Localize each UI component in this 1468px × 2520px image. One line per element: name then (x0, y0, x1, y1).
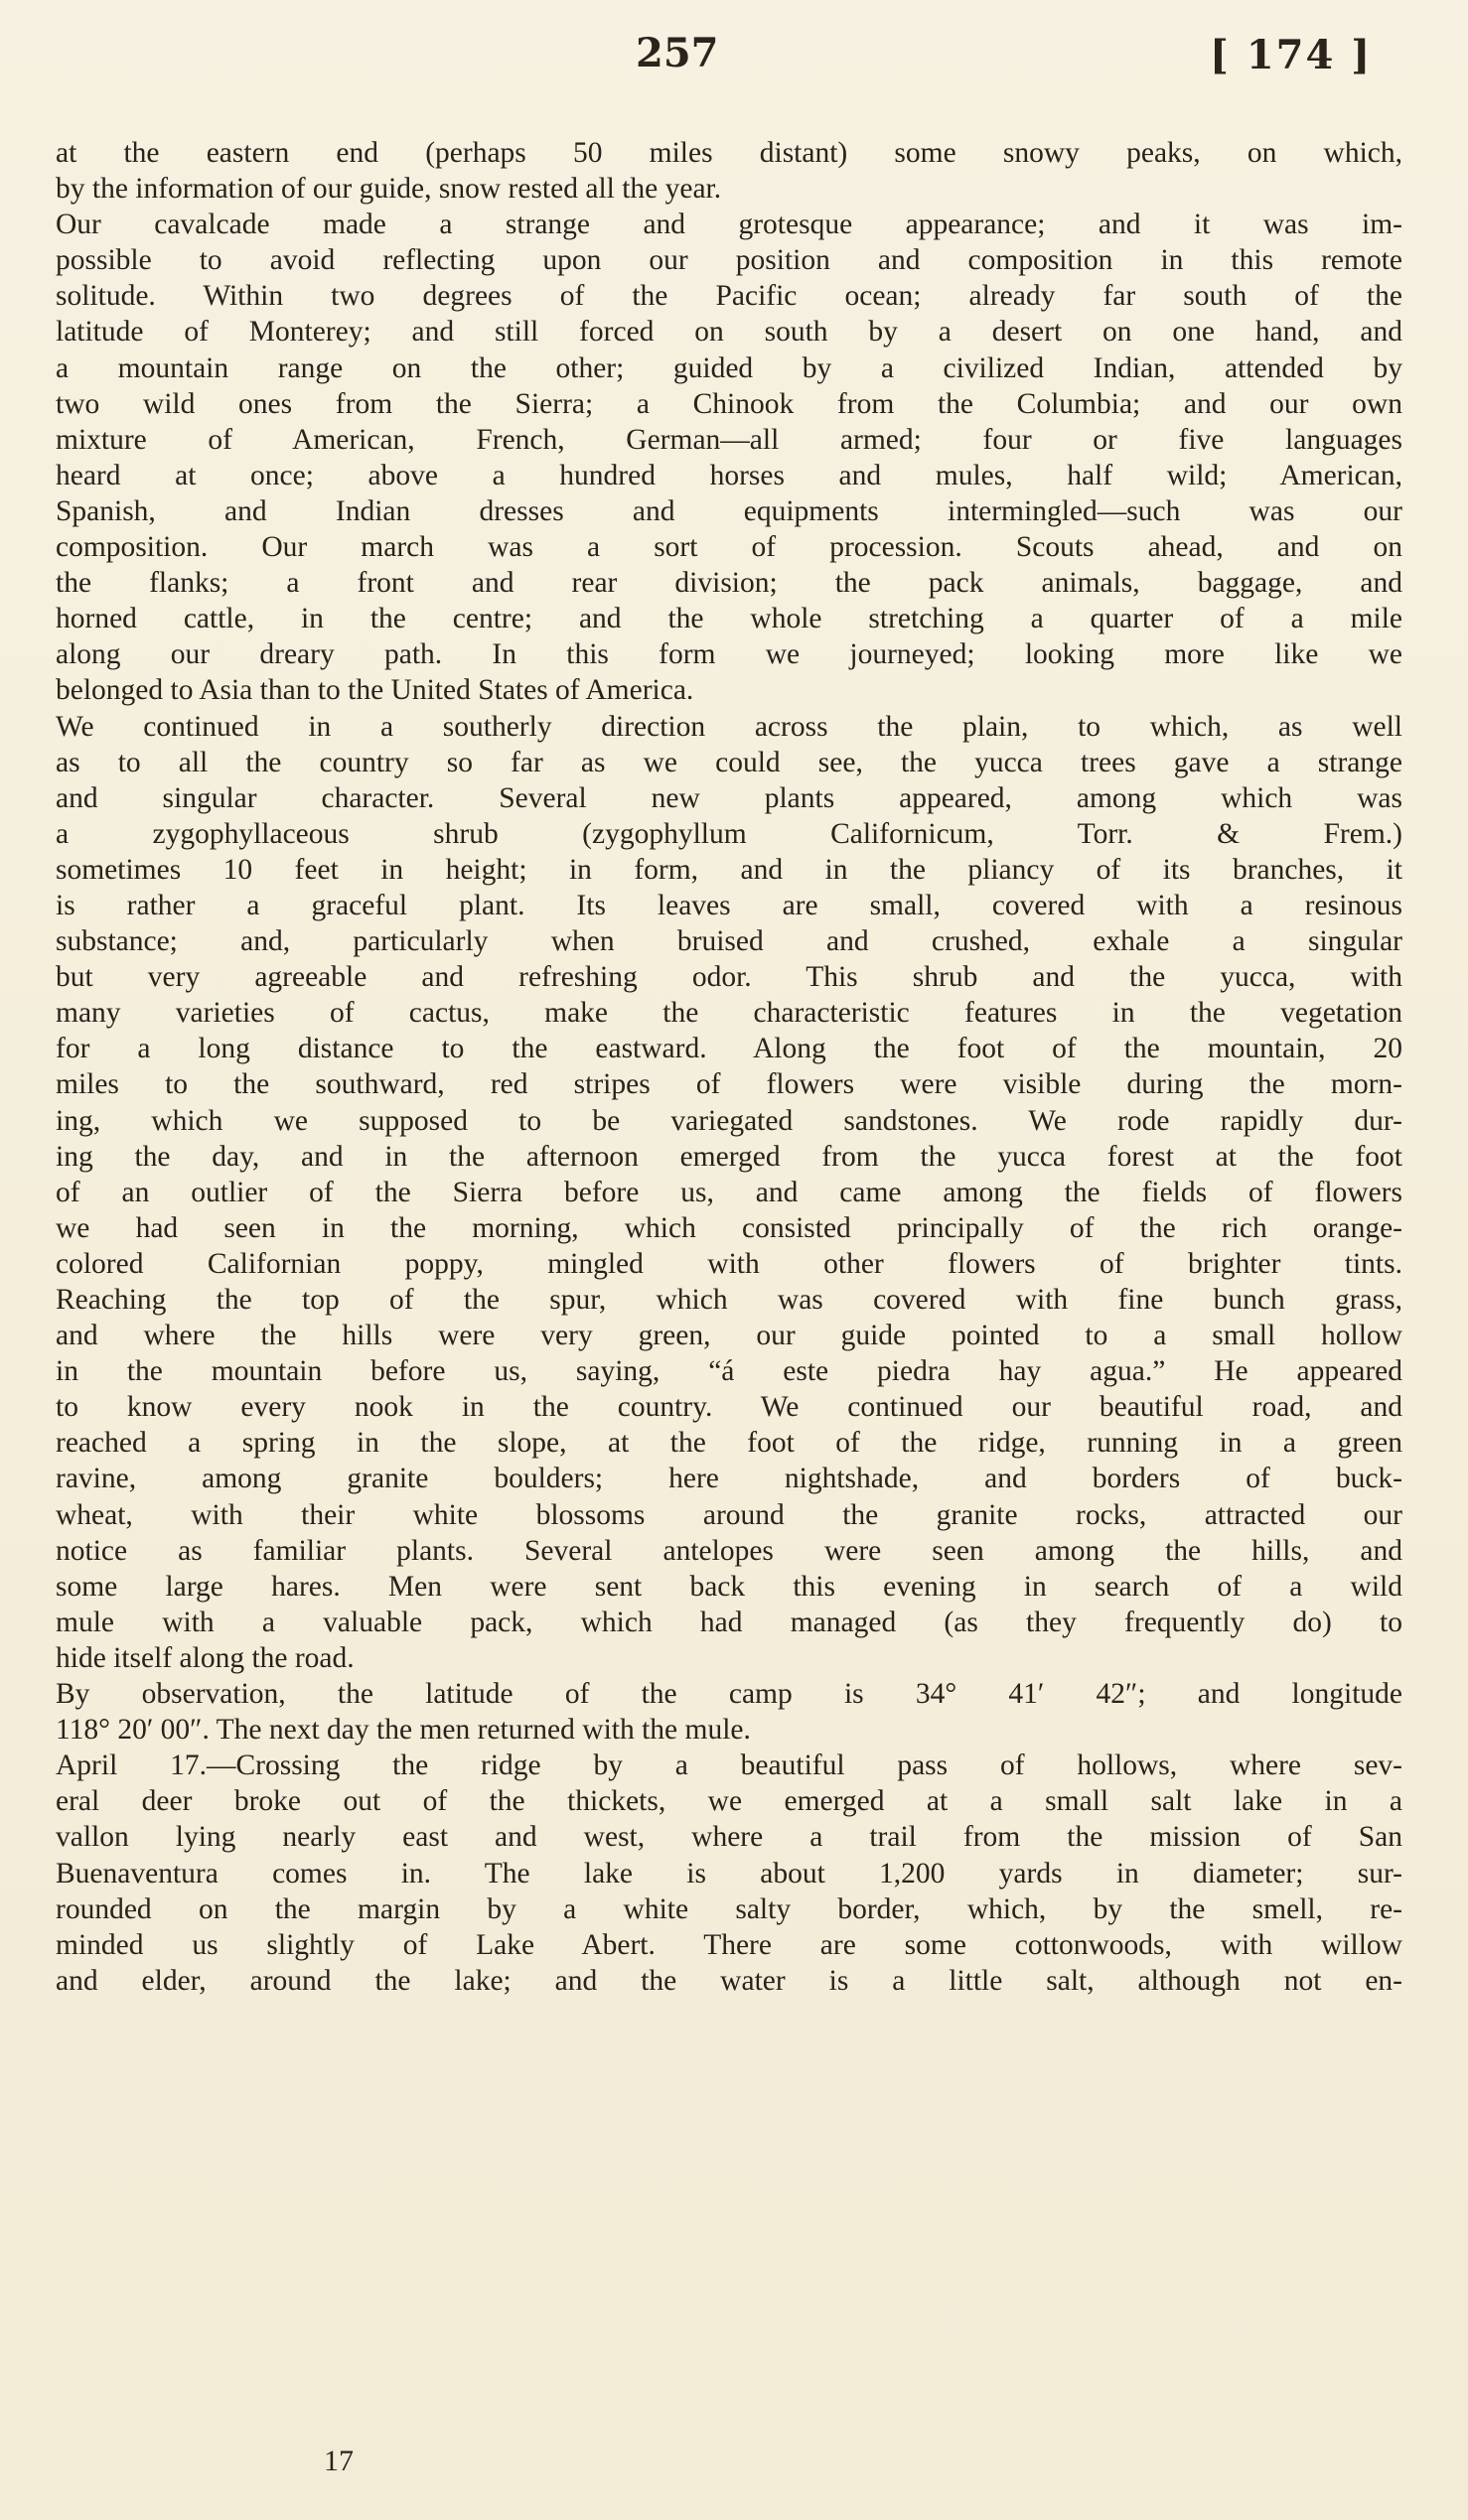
text-line: ing the day, and in the afternoon emerged from the yucca forest at the foot (56, 1140, 1402, 1173)
text-line: the flanks; a front and rear division; the pack animals, baggage, and (56, 567, 1402, 600)
text-line: of an outlier of the Sierra before us, and came among the fields of flowers (56, 1176, 1402, 1208)
text-line: and where the hills were very green, our guide pointed to a small hollow (56, 1320, 1402, 1352)
signature-mark: 17 (324, 2445, 354, 2477)
text-line: reached a spring in the slope, at the foot of the ridge, running in a green (56, 1427, 1402, 1460)
text-line: notice as familiar plants. Several antelopes were seen among the hills, and (56, 1534, 1402, 1567)
text-line: in the mountain before us, saying, “á este piedra hay agua.” He appeared (56, 1355, 1402, 1388)
text-line: by the information of our guide, snow rested all the year. (56, 173, 722, 206)
text-line: Buenaventura comes in. The lake is about 1,200 yards in diameter; sur- (56, 1857, 1402, 1890)
text-line: belonged to Asia than to the United States of America. (56, 674, 694, 707)
page-header (0, 20, 1468, 99)
text-line: Spanish, and Indian dresses and equipments intermingled—such was our (56, 494, 1402, 527)
text-line: mixture of American, French, German—all armed; four or five languages (56, 423, 1402, 456)
document-number: [ 174 ] (1210, 32, 1373, 78)
text-line: 118° 20′ 00″. The next day the men returned with the mule. (56, 1714, 751, 1747)
text-line: heard at once; above a hundred horses and mules, half wild; American, (56, 459, 1402, 491)
text-line: wheat, with their white blossoms around the granite rocks, attracted our (56, 1498, 1402, 1531)
text-line: sometimes 10 feet in height; in form, and in the pliancy of its branches, it (56, 853, 1402, 886)
text-line: a mountain range on the other; guided by a civilized Indian, attended by (56, 351, 1402, 384)
page-number: 257 (636, 30, 719, 76)
text-line: vallon lying nearly east and west, where a trail from the mission of San (56, 1821, 1402, 1854)
text-line: solitude. Within two degrees of the Pacific ocean; already far south of the (56, 280, 1402, 313)
text-line: and singular character. Several new plants appeared, among which was (56, 781, 1402, 814)
text-line: a zygophyllaceous shrub (zygophyllum Californicum, Torr. & Frem.) (56, 817, 1402, 850)
text-line: minded us slightly of Lake Abert. There are some cottonwoods, with willow (56, 1928, 1402, 1961)
text-line: We continued in a southerly direction across the plain, to which, as well (56, 710, 1402, 743)
text-line: By observation, the latitude of the camp is 34° 41′ 42″; and longitude (56, 1678, 1402, 1711)
text-line: some large hares. Men were sent back this evening in search of a wild (56, 1570, 1402, 1603)
text-line: colored Californian poppy, mingled with other flowers of brighter tints. (56, 1247, 1402, 1280)
text-line: two wild ones from the Sierra; a Chinook from the Columbia; and our own (56, 387, 1402, 420)
text-line: horned cattle, in the centre; and the whole stretching a quarter of a mile (56, 603, 1402, 635)
text-line: hide itself along the road. (56, 1641, 355, 1674)
text-line: is rather a graceful plant. Its leaves are small, covered with a resinous (56, 889, 1402, 921)
text-line: possible to avoid reflecting upon our position and composition in this remote (56, 244, 1402, 277)
text-line: we had seen in the morning, which consisted principally of the rich orange- (56, 1211, 1402, 1244)
text-line: composition. Our march was a sort of procession. Scouts ahead, and on (56, 531, 1402, 564)
text-line: Our cavalcade made a strange and grotesque appearance; and it was im- (56, 209, 1402, 241)
text-line: latitude of Monterey; and still forced on south by a desert on one hand, and (56, 316, 1402, 349)
text-line: many varieties of cactus, make the characteristic features in the vegetation (56, 997, 1402, 1030)
text-line: substance; and, particularly when bruised and crushed, exhale a singular (56, 925, 1402, 958)
body-text (56, 135, 1402, 1999)
text-line: to know every nook in the country. We continued our beautiful road, and (56, 1391, 1402, 1424)
text-line: along our dreary path. In this form we journeyed; looking more like we (56, 638, 1402, 671)
text-line: rounded on the margin by a white salty border, which, by the smell, re- (56, 1892, 1402, 1925)
text-line: April 17.—Crossing the ridge by a beautiful pass of hollows, where sev- (56, 1750, 1402, 1782)
text-line: mule with a valuable pack, which had managed (as they frequently do) to (56, 1606, 1402, 1638)
text-line: for a long distance to the eastward. Along the foot of the mountain, 20 (56, 1033, 1402, 1065)
text-line: at the eastern end (perhaps 50 miles distant) some snowy peaks, on which, (56, 137, 1402, 169)
text-line: but very agreeable and refreshing odor. This shrub and the yucca, with (56, 961, 1402, 994)
text-line: as to all the country so far as we could see, the yucca trees gave a strange (56, 746, 1402, 778)
text-line: ing, which we supposed to be variegated sandstones. We rode rapidly dur- (56, 1104, 1402, 1137)
text-line: miles to the southward, red stripes of flowers were visible during the morn- (56, 1068, 1402, 1101)
text-line: Reaching the top of the spur, which was covered with fine bunch grass, (56, 1284, 1402, 1316)
text-line: and elder, around the lake; and the water is a little salt, although not en- (56, 1964, 1402, 1997)
text-line: ravine, among granite boulders; here nightshade, and borders of buck- (56, 1463, 1402, 1495)
text-line: eral deer broke out of the thickets, we emerged at a small salt lake in a (56, 1785, 1402, 1818)
